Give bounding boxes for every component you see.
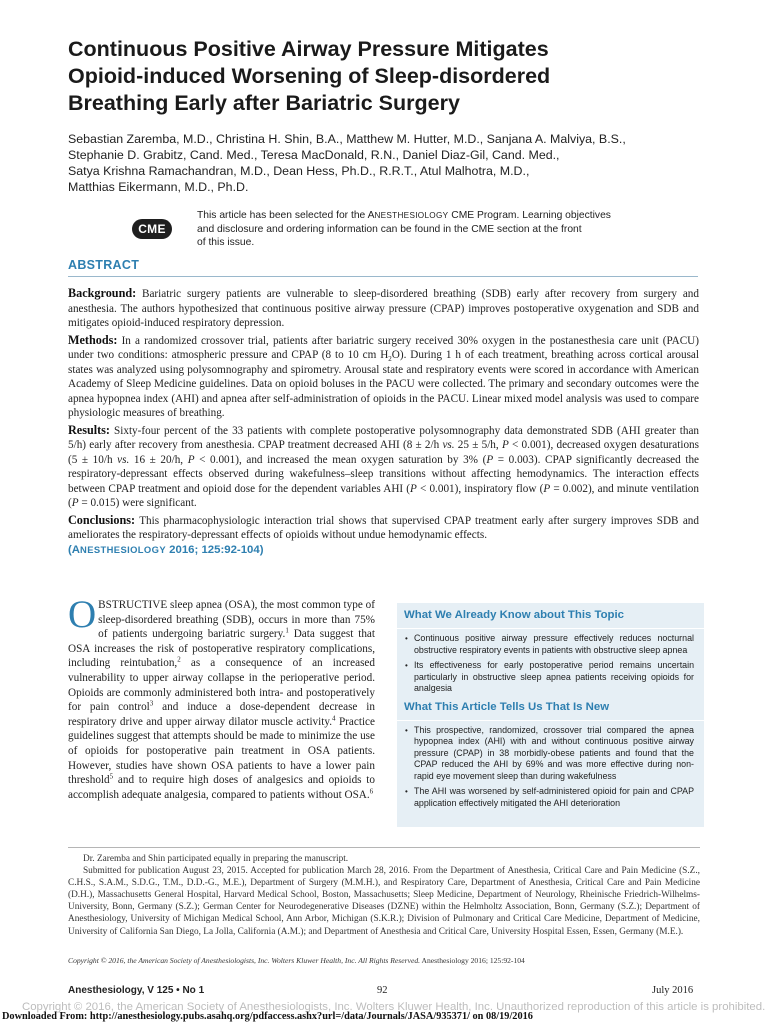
abstract-background [68,286,699,331]
list-item-text: This prospective, randomized, crossover trial compared the apnea hypopnea index (AHI) with and without continuous positive airway pressure (CPAP) in 38 morbidly-obese patients and found that the CPAP reduced the AHI by 69% and was more effective during non-rapid eye movement sleep than during wakefulness [414,724,694,781]
body-text: Practice guidelines suggest that attempts should be made to minimize the use of opioids for postoperative pain treatment in OSA patients. However, studies have shown OSA patients to have a lower pain threshold [68,715,375,787]
section-text: < 0.001), decreased oxygen desaturations (5 ± 10/h [68,439,700,466]
section-label: Methods: [68,332,118,347]
drop-cap: O [68,593,97,636]
reference-marker[interactable]: 1 [285,626,289,635]
list-item-text: The AHI was worsened by self-administered opioid for pain and CPAP application effectively mitigated the AHI deterioration [414,786,694,808]
italic-vs: vs. [117,453,130,466]
body-text: BSTRUCTIVE sleep apnea (OSA), the most common type of sleep-disordered breathing (SDB), occurs in more than 75% of patients undergoing bariatric surgery. [98,599,375,641]
section-text: 16 ± 20/h, [129,453,188,466]
section-text: O). During 1 h of each treatment, breathing across cortical arousal states was analyzed using polysomnography and spirometry. Arousal state and respiratory events were scored in accordance with American Academy of Sleep Medicine guidelines. Data on opioid boluses in the PACU were collected. The primary and secondary outcomes were the apnea hypopnea index (AHI) and apnea after self-administration of opioids in the PACU. Linear mixed model analysis was used to compare physiologic measures of breathing. [68,349,700,419]
italic-p: P [501,439,509,451]
body-text: and induce a dose-dependent decrease in respiratory drive and upper airway dilator muscle activity. [68,701,375,728]
body-text: Data suggest that OSA increases the risk of postoperative respiratory complications, including reintubation, [68,628,375,670]
body-text: and to require high doses of analgesics and opioids to accomplish adequate analgesia, compared to patients without OSA. [68,774,375,801]
article-title [68,36,708,117]
section-text: = 0.015) were significant. [78,497,197,509]
abstract-methods [68,333,699,421]
abstract-heading: ABSTRACT [68,258,140,272]
cme-journal-smallcaps: NESTHESIOLOGY [374,211,449,220]
title-line: Breathing Early after Bariatric Surgery [68,91,460,115]
list-item-text: Its effectiveness for early postoperative period remains uncertain particularly in obstructive sleep apnea patients receiving opioids for analgesia [414,660,694,693]
section-text: < 0.001), inspiratory flow ( [416,482,544,495]
copyright-reference: Anesthesiology 2016; 125:92-104 [420,956,525,965]
known-heading: What We Already Know about This Topic [404,609,625,621]
section-label: Background: [68,286,137,300]
section-text: Bariatric surgery patients are vulnerable to sleep-disordered breathing (SDB) early after recovery from surgery and anesthesia. The authors hypothesized that continuous positive airway pressure (CPAP) improves postoperative oxygenation and SDB and mitigates opioid-induced respiratory depression. [68,288,699,329]
footer-date: July 2016 [652,985,694,996]
key-points-sidebar [397,603,704,827]
footnote-affiliations: Submitted for publication August 23, 2015. Accepted for publication March 28, 2016. From the Department of Anesthesia, Critical Care and Pain Medicine (S.Z., C.H.S., S.A.M., S.D.G., T.M., D.D.-G., M.E.), Department of Surgery (M.M.H.), and Respiratory Care, Department of Anesthesia, Critical Care and Pain Medicine (D.H.), Massachusetts General Hospital, Harvard Medical School, Boston, Massachusetts; Sleep Medicine, Department of Neurology, Rheinische Friedrich-Wilhelms-University, Bonn, Germany (S.Z.); German Center for Neurodegenerative Diseases (DZNE) within the Helmholtz Association, Bonn, Germany (S.Z.); Department of Anesthesiology, University of Michigan Medical School, Ann Arbor, Michigan (S.K.R.); Division of Pulmonary and Critical Care Medicine, Department of Medicine, University of California San Diego, La Jolla, California (A.M.); and Department of Anesthesia and Critical Care, University Hospital Essen, Essen, Germany (M.E.). [68,866,700,937]
section-text: = 0.002), and minute ventilation ( [68,482,699,509]
list-item [405,725,694,783]
citation-smallcaps: NESTHESIOLOGY [80,543,166,555]
italic-p: P [71,497,79,509]
journal-citation [68,543,699,558]
section-text: In a randomized crossover trial, patients after bariatric surgery received 30% oxygen in the postanesthesia care unit (PACU) under two conditions: atmospheric pressure and CPAP (8 to 10 cm H [68,334,699,361]
italic-p: P [543,482,551,495]
author-line: Matthias Eikermann, M.D., Ph.D. [68,180,249,194]
footnote-equal-contribution: Dr. Zaremba and Shin participated equally in preparing the manuscript. [83,854,349,864]
reference-marker[interactable]: 4 [332,714,336,723]
known-list [397,633,704,695]
sidebar-divider [397,628,704,629]
footer-page-number: 92 [377,985,388,996]
cme-text: This article has been selected for the A [197,210,375,221]
cme-badge-icon: CME [132,219,172,239]
new-heading: What This Article Tells Us That Is New [404,700,610,713]
bullet-icon: • [405,725,408,735]
footer-journal: Anesthesiology, V 125 • No 1 [68,985,205,996]
italic-p: P [486,453,494,466]
section-text: Sixty-four percent of the 33 patients with complete postoperative polysomnography data demonstrated SDB (AHI greater than 5/h) early after recovery from anesthesia. CPAP treatment decreased AHI (8 ± 2/h [68,424,699,451]
copyright-text: Copyright © 2016, the American Society of Anesthesiologists, Inc. Wolters Kluwer Health, Inc. All Rights Reserved. [68,956,421,965]
watermark-download-link[interactable]: Downloaded From: http://anesthesiology.pubs.asahq.org/pdfaccess.ashx?url=/data/Journals/JASA/935371/ on 08/19/2016 [2,1011,533,1022]
reference-marker[interactable]: 5 [109,772,114,781]
list-item-text: Continuous positive airway pressure effectively reduces nocturnal obstructive respiratory events in patients with obstructive sleep apnea [414,633,694,655]
subscript: 2 [388,355,392,364]
list-item [405,786,694,809]
section-text: < 0.001), and increased the mean oxygen saturation by 3% ( [194,453,487,466]
title-line: Opioid-induced Worsening of Sleep-disordered [68,64,551,88]
author-line: Satya Krishna Ramachandran, M.D., Dean Hess, Ph.D., R.R.T., Atul Malhotra, M.D., [68,164,530,178]
cme-note-line [197,209,647,223]
new-list [397,725,704,810]
watermark-copyright: Copyright © 2016, the American Society of Anesthesiologists, Inc. Wolters Kluwer Health, Inc. Unauthorized reproduction of this article is prohibited. [22,1001,766,1013]
abstract-conclusions [68,513,699,558]
italic-p: P [410,482,417,495]
sidebar-divider [397,720,704,721]
section-label: Conclusions: [68,512,136,527]
author-line: Stephanie D. Grabitz, Cand. Med., Teresa MacDonald, R.N., Daniel Diaz-Gil, Cand. Med., [68,148,560,162]
bullet-icon: • [405,661,408,670]
author-list [68,131,738,195]
abstract-divider [68,276,698,277]
citation-text: (A [68,543,81,556]
copyright-line [68,956,708,965]
section-text: 25 ± 5/h, [454,439,502,451]
section-text: This pharmacophysiologic interaction trial shows that supervised CPAP treatment early after surgery improves SDB and ameliorates the respiratory-depressant effects of opioids without undue hemodynamic effects. [68,514,699,541]
body-text-column [68,593,375,802]
cme-note-line: and disclosure and ordering information can be found in the CME section at the front [197,223,582,235]
cme-note [197,209,647,250]
section-text: = 0.003). CPAP significantly decreased the respiratory-depressant effects observed during wakefulness–sleep transitions without affecting hemodynamics. The interaction effects between CPAP treatment and opioid dose for the dependent variables AHI ( [68,453,700,495]
footnotes [68,853,700,938]
abstract-body [68,286,699,559]
title-line: Continuous Positive Airway Pressure Mitigates [68,37,549,61]
section-label: Results: [68,422,110,437]
cme-text: CME Program. Learning objectives [448,210,611,221]
footnote-divider [68,847,700,848]
bullet-icon: • [405,787,408,796]
citation-text: 2016; 125:92-104) [165,543,264,556]
italic-p: P [187,453,195,466]
bullet-icon: • [405,634,408,643]
body-text: as a consequence of an increased vulnerability to upper airway collapse in the perioperative period. Opioids are commonly administered both intra- and postoperatively for pain control [68,657,375,714]
italic-vs: vs. [442,439,455,451]
reference-marker[interactable]: 6 [369,786,374,795]
cme-note-line: of this issue. [197,237,255,248]
reference-marker[interactable]: 2 [177,655,181,664]
author-line: Sebastian Zaremba, M.D., Christina H. Shin, B.A., Matthew M. Hutter, M.D., Sanjana A. Malviya, B.S., [68,132,626,146]
list-item [405,660,694,695]
list-item [405,633,694,656]
reference-marker[interactable]: 3 [149,699,154,708]
abstract-results [68,423,699,511]
